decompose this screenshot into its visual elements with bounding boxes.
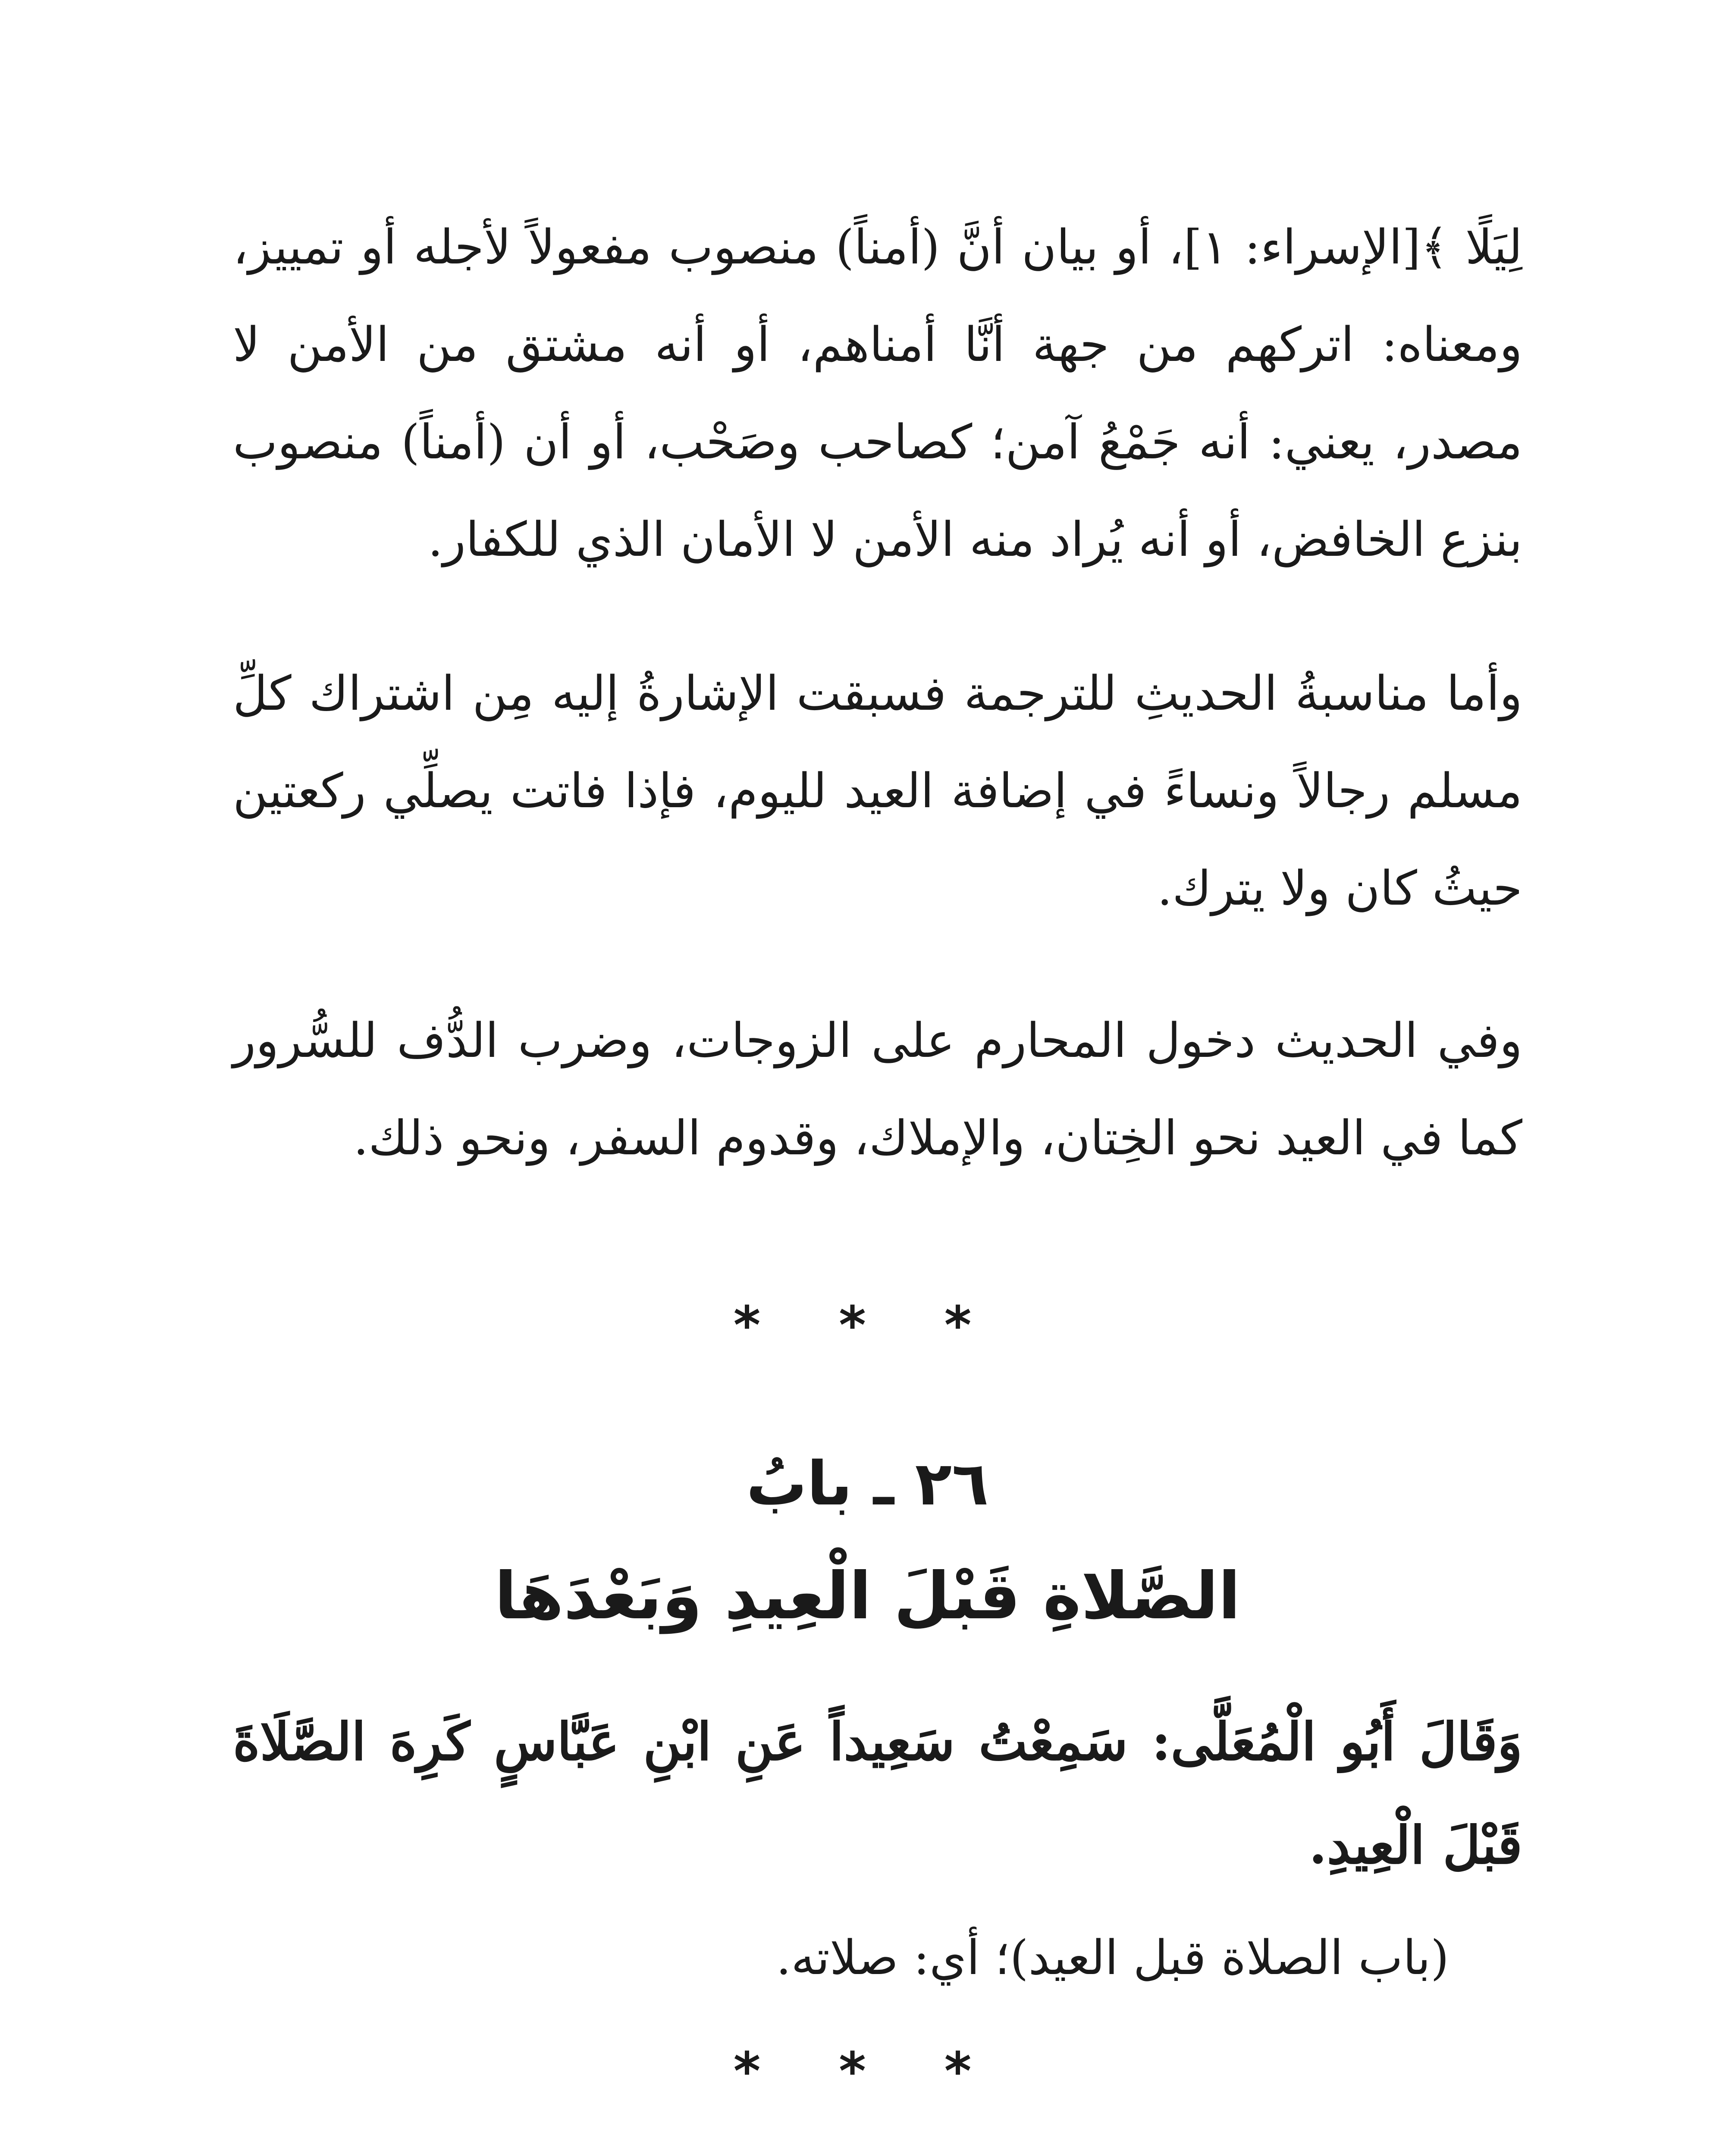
- chapter-number: ٢٦ ـ بابُ: [746, 1449, 989, 1519]
- paragraph-text: لِيَلًا ﴾[الإسراء: ١]، أو بيان أنَّ (أمناً) منصوب مفعولاً لأجله أو تمييز، ومعناه: اتركهم من جهة أنَّا أمناهم، أو أنه مشتق من الأمن لا مصدر، يعني: أنه جَمْعُ آمن؛ كصاحب وصَحْب، أو أن (أمناً) منصوب بنزع الخافض، أو أنه يُراد منه الأمن لا الأمان الذي للكفار.: [233, 219, 1522, 567]
- paragraph-relevance: [233, 645, 1522, 937]
- paragraph-text: وفي الحديث دخول المحارم على الزوجات، وضرب الدُّف للسُّرور كما في العيد نحو الخِتان، والإملاك، وقدوم السفر، ونحو ذلك.: [233, 1013, 1522, 1166]
- hadith-text: وَقَالَ أَبُو الْمُعَلَّى: سَمِعْتُ سَعِيداً عَنِ ابْنِ عَبَّاسٍ كَرِهَ الصَّلَاةَ قَبْلَ الْعِيدِ.: [233, 1711, 1522, 1876]
- chapter-title: الصَّلاةِ قَبْلَ الْعِيدِ وَبَعْدَهَا: [494, 1559, 1241, 1634]
- paragraph-grammar-note: [233, 198, 1522, 588]
- paragraph-benefits: [233, 992, 1522, 1187]
- section-separator: * * *: [733, 1296, 1002, 1356]
- section-separator: * * *: [733, 2042, 1002, 2102]
- commentary-text: (باب الصلاة قبل العيد)؛ أي: صلاته.: [776, 1930, 1449, 1985]
- paragraph-text: وأما مناسبةُ الحديثِ للترجمة فسبقت الإشارةُ إليه مِن اشتراك كلِّ مسلم رجالاً ونساءً في إضافة العيد لليوم، فإذا فاتت يصلِّي ركعتين حيثُ كان ولا يترك.: [233, 666, 1522, 916]
